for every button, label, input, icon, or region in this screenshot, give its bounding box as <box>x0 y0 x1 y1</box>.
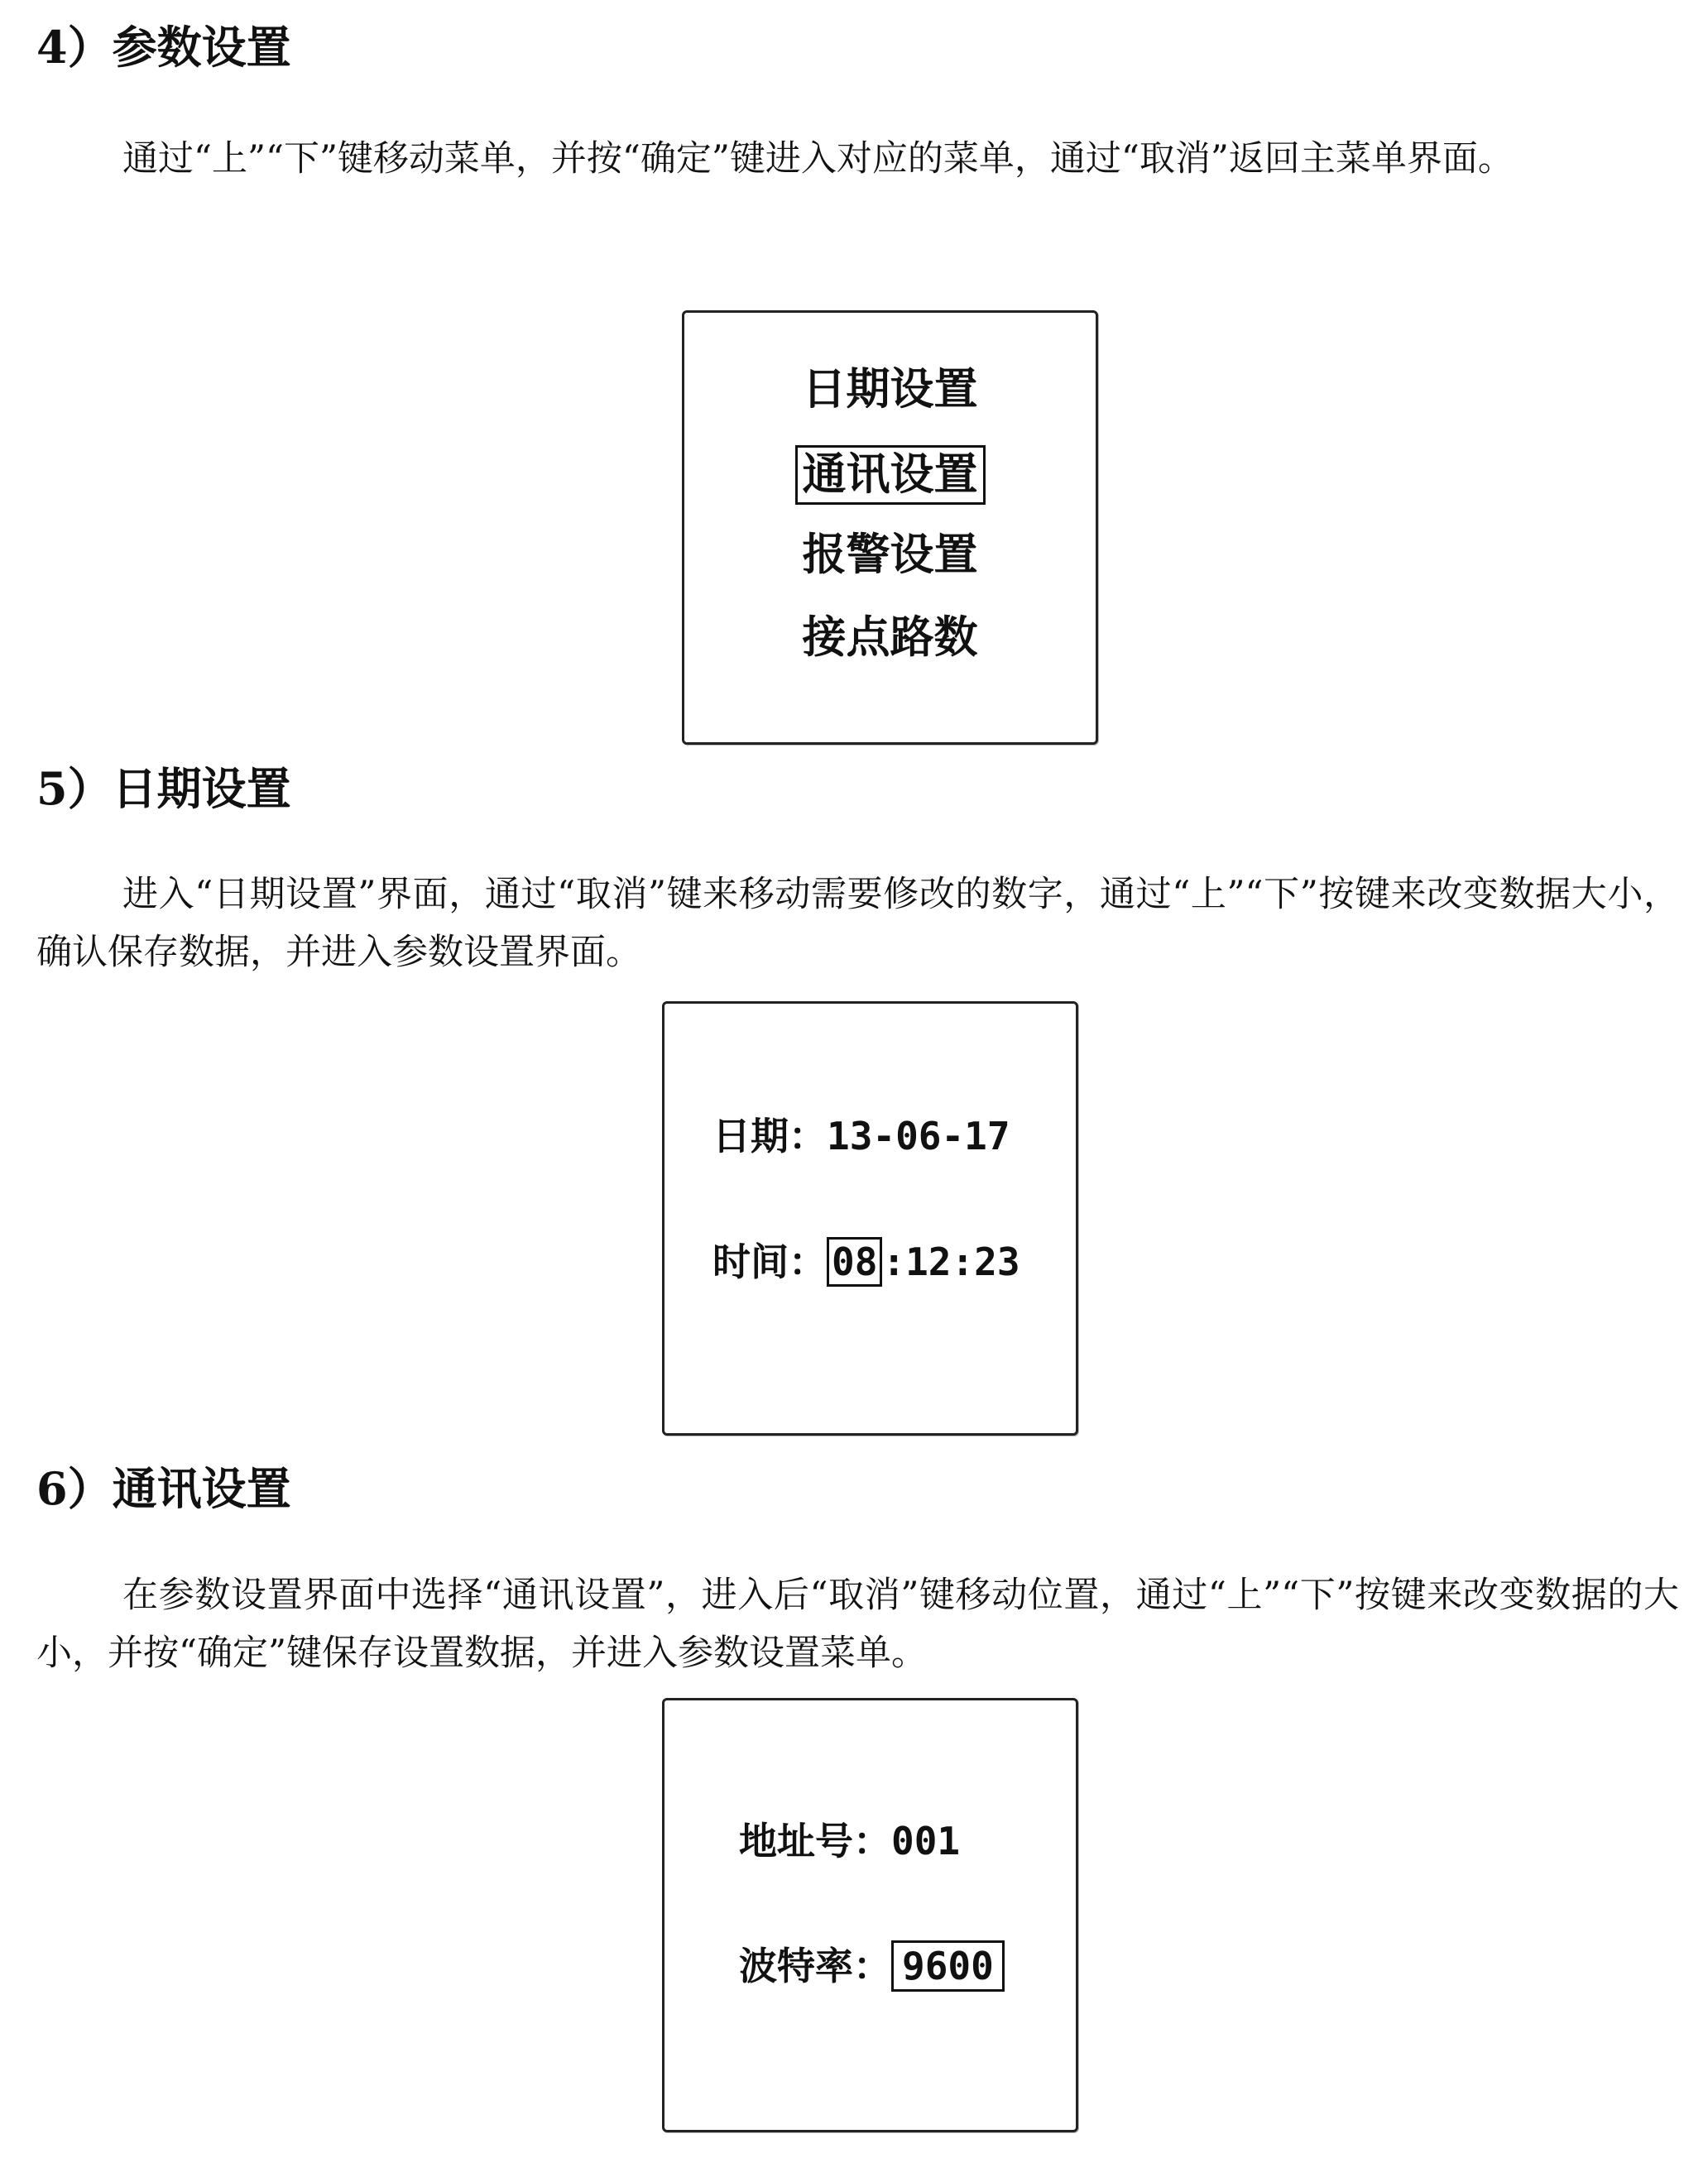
baud-row <box>739 1940 1005 1992</box>
address-value[interactable]: 001 <box>891 1819 961 1863</box>
date-label: 日期： <box>712 1114 827 1158</box>
section-heading-params: 4）参数设置 <box>36 21 291 74</box>
lcd-screen-comm-settings <box>662 1698 1078 2132</box>
menu-item-alarm-settings[interactable]: 报警设置 <box>802 530 978 580</box>
menu-item-comm-settings[interactable]: 通讯设置 <box>684 445 1096 505</box>
section-paragraph-params: 通过“上”“下”键移动菜单，并按“确定”键进入对应的菜单，通过“取消”返回主菜单界面。 <box>122 138 1514 180</box>
time-row <box>712 1237 1020 1287</box>
time-label: 时间： <box>712 1240 827 1284</box>
section-heading-comm: 6）通讯设置 <box>36 1462 291 1515</box>
section-heading-date: 5）日期设置 <box>36 762 291 815</box>
menu-item-contact-channels[interactable]: 接点路数 <box>802 612 978 663</box>
lcd-screen-date-settings <box>662 1001 1078 1436</box>
section-paragraph-date: 进入“日期设置”界面，通过“取消”键来移动需要修改的数字，通过“上”“下”按键来改变数据大小，确认保存数据，并进入参数设置界面。 <box>36 874 1679 973</box>
time-hour-cursor[interactable]: 08 <box>827 1237 882 1287</box>
date-row <box>712 1111 1010 1161</box>
date-value[interactable]: 13-06-17 <box>827 1114 1010 1158</box>
baud-value-cursor[interactable]: 9600 <box>891 1940 1005 1992</box>
baud-label: 波特率： <box>739 1944 891 1988</box>
section-paragraph-comm: 在参数设置界面中选择“通讯设置”，进入后“取消”键移动位置，通过“上”“下”按键来改变数据的大小，并按“确定”键保存设置数据，并进入参数设置菜单。 <box>36 1575 1679 1674</box>
address-row <box>739 1816 960 1866</box>
time-rest-value[interactable]: :12:23 <box>882 1240 1020 1284</box>
address-label: 地址号： <box>739 1819 891 1863</box>
menu-item-date-settings[interactable]: 日期设置 <box>802 364 978 415</box>
lcd-screen-param-menu <box>682 310 1098 745</box>
